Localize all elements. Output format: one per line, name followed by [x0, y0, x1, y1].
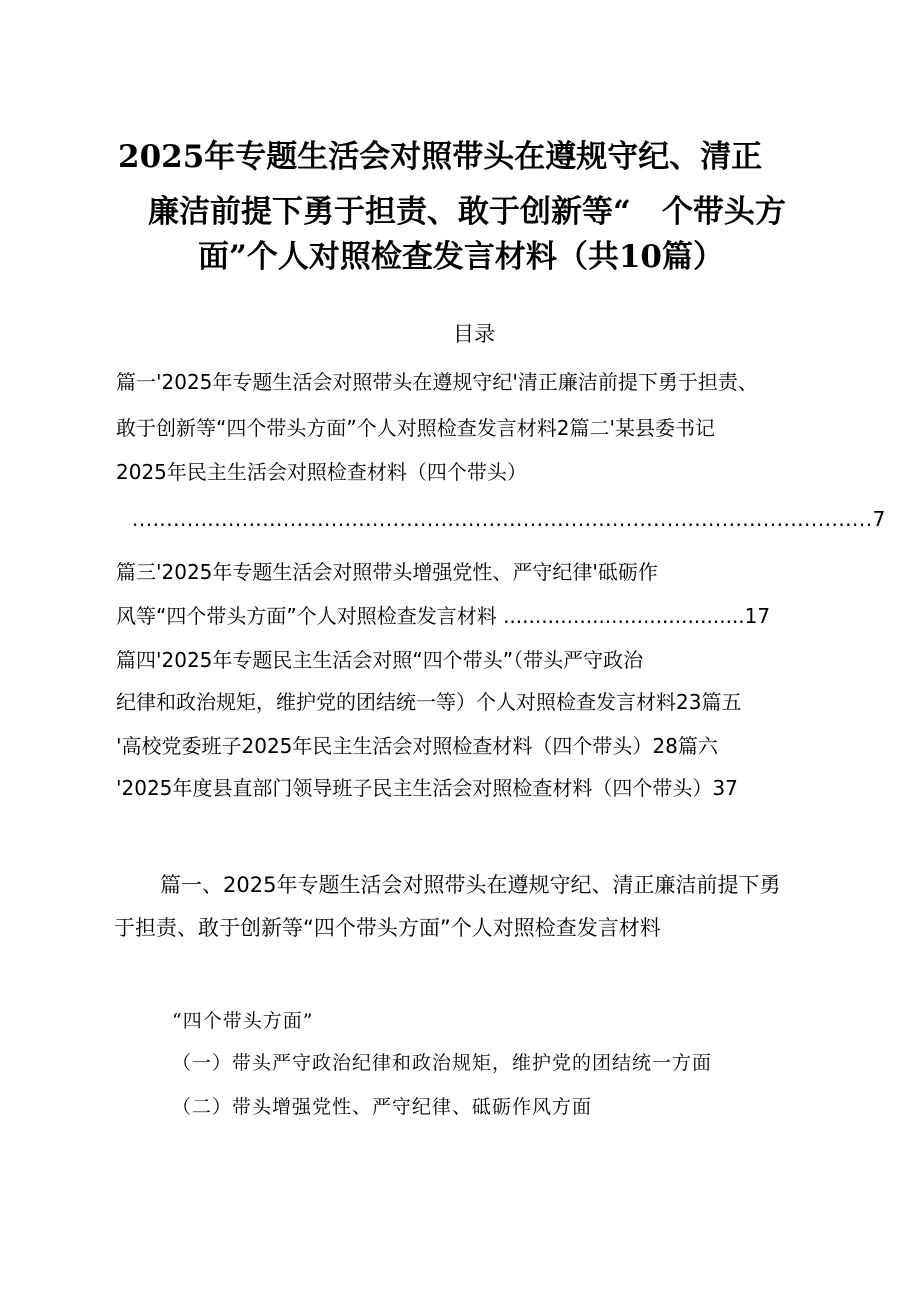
body-line: （二）带头增强党性、严守纪律、砥砺作风方面 [172, 1096, 593, 1118]
toc-line[interactable]: 纪律和政治规矩，维护党的团结统一等）个人对照检查发言材料23篇五 [116, 690, 742, 714]
toc-line[interactable]: '高校党委班子2025年民主生活会对照检查材料（四个带头）28篇六 [116, 734, 718, 758]
toc-line[interactable]: 2025年民主生活会对照检查材料（四个带头） [116, 460, 527, 484]
toc-line[interactable]: 篇四'2025年专题民主生活会对照“四个带头”（带头严守政治 [116, 648, 644, 672]
toc-line[interactable]: '2025年度县直部门领导班子民主生活会对照检查材料（四个带头）37 [116, 776, 738, 800]
section-heading-line: 于担责、敢于创新等“四个带头方面”个人对照检查发言材料 [114, 916, 661, 940]
section-heading-line: 篇一、2025年专题生活会对照带头在遵规守纪、清正廉洁前提下勇 [160, 873, 781, 897]
toc-heading: 目录 [453, 322, 495, 346]
title-line-2: 廉洁前提下勇于担责、敢于创新等“ 个带头方 [148, 194, 786, 230]
toc-line[interactable]: 风等“四个带头方面”个人对照检查发言材料 ......................................17 [116, 604, 771, 628]
toc-line[interactable]: 篇一'2025年专题生活会对照带头在遵规守纪'清正廉洁前提下勇于担责、 [116, 370, 758, 394]
title-line-1: 2025年专题生活会对照带头在遵规守纪、清正 [118, 139, 763, 175]
title-line-3: 面”个人对照检查发言材料（共10篇） [198, 239, 724, 275]
body-line: “四个带头方面” [172, 1010, 314, 1032]
toc-line[interactable]: 敢于创新等“四个带头方面”个人对照检查发言材料2篇二'某县委书记 [116, 416, 715, 440]
toc-line[interactable]: 篇三'2025年专题生活会对照带头增强党性、严守纪律'砥砺作 [116, 560, 658, 584]
toc-leader-dots[interactable]: ............................................................................................................7 [132, 507, 886, 531]
body-line: （一）带头严守政治纪律和政治规矩，维护党的团结统一方面 [172, 1052, 713, 1074]
